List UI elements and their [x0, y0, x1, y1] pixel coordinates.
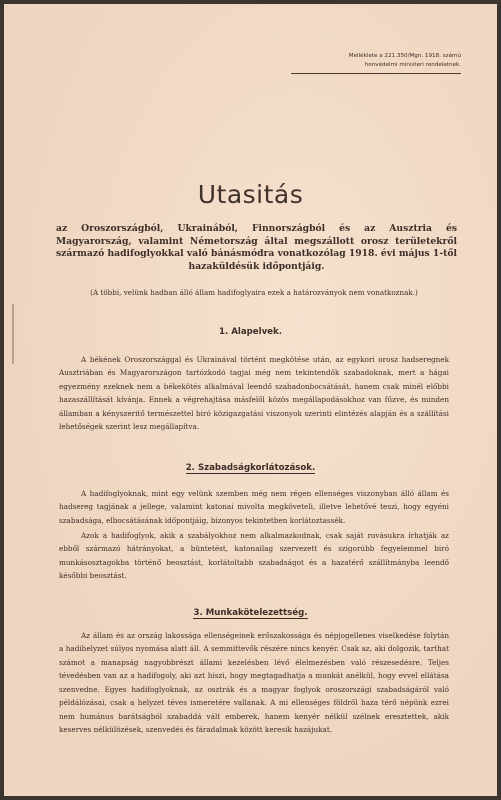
section-heading-2 — [4, 463, 497, 473]
attachment-note-line2: honvédelmi ministeri rendeletnek. — [364, 62, 461, 68]
document-page — [4, 4, 497, 796]
section-heading-2-text: 2. Szabadságkorlátozások. — [185, 463, 316, 473]
document-subtitle: az Oroszországból, Ukrainából, Finnországból és az Ausztria és Magyarország, valamint Németország által megszállott orosz területekről származó hadifoglyokkal való bánásmódra vonatkozólag 1918. évi május 1-től hazaküldésük időpontjáig. — [56, 223, 457, 272]
section-2-paragraph-2: Azok a hadifoglyok, akik a szabályokhoz nem alkalmazkodnak, csak saját rovásukra írhatják az ebből származó hátrányokat, a büntetést, katonailag szervezett és szigorúbb fegyelemmel biró munkásosztagokba történő beosztást, korlátoltabb szabadságot és a hazatérő szállítmányba leendő későbbi beosztást. — [59, 531, 449, 581]
section-heading-3-text: 3. Munkakötelezettség. — [193, 608, 308, 618]
section-heading-1-text: 1. Alapelvek. — [219, 327, 282, 337]
section-heading-1 — [4, 327, 497, 337]
attachment-note — [291, 52, 461, 74]
scope-note: (A többi, velünk hadban álló állam hadifoglyaira ezek a határozványok nem vonatkoznak.) — [90, 288, 418, 297]
document-title: Utasitás — [197, 180, 304, 209]
attachment-note-line1: Melléklete a 221.350/Mgn. 1918. számú — [348, 53, 461, 59]
section-3-paragraph-1: Az állam és az ország lakossága ellenségeinek erőszakossága és népjogellenes viselkedése folytán a hadihelyzet súlyos nyomása alatt áll. A semmittevők részére nincs kenyér. Csak az, aki dolgozik, tarthat számot a manapság nagyobbrészt állami kezelésben lévő élelmezésben való részesedésre. Teljes tévedésben van az a hadifogoly, aki azt hiszi, hogy megtagadhatja a munkát anélkül, hogy evvel ellátása szenvedne. Egyes hadifoglyoknak, az osztrák és a magyar foglyok oroszországi szabadságáról való példálózásai, csak a helyzet téves ismeretére vallanak. A mi ellenséges földről haza térő népünk ezrei nem humánus barátságból szabaddá vált emberek, hanem kenyér nélkül szélnek eresztettek, akik keserves nélkülözések, szenvedés és fáradalmak között keresik hazájukat. — [59, 631, 449, 735]
section-heading-3 — [4, 608, 497, 618]
section-2-paragraph-1: A hadifoglyoknak, mint egy velünk szemben még nem régen ellenséges viszonyban álló állam és hadsereg tagjának a jellege, valamint katonai mivolta megköveteli, illetve lehetővé teszi, hogy egyéni szabadsága, elbocsátásának időpontjáig, bizonyos tekintetben korlátoztassék. — [59, 489, 449, 525]
section-1-paragraph-1: A békének Oroszországgal és Ukrainával történt megkötése után, az egykori orosz hadseregnek Ausztriában és Magyarországon tartózkodó tagjai még nem tekintendők szabadoknak, mert a hágai egyezmény ezeknek nem a békekötés alkalmával leendő szabadonbocsátását, hanem csak minél előbbi hazaszállítását kívánja. Ennek a végrehajtása másfelől közös megállapodásokhoz van fűzve, és minden államban a kényszeritő természettel biró közigazgatási viszonyok szerinti elintézés alapján és a szállítási lehetőségek szerint lesz megállapítva. — [59, 355, 449, 432]
